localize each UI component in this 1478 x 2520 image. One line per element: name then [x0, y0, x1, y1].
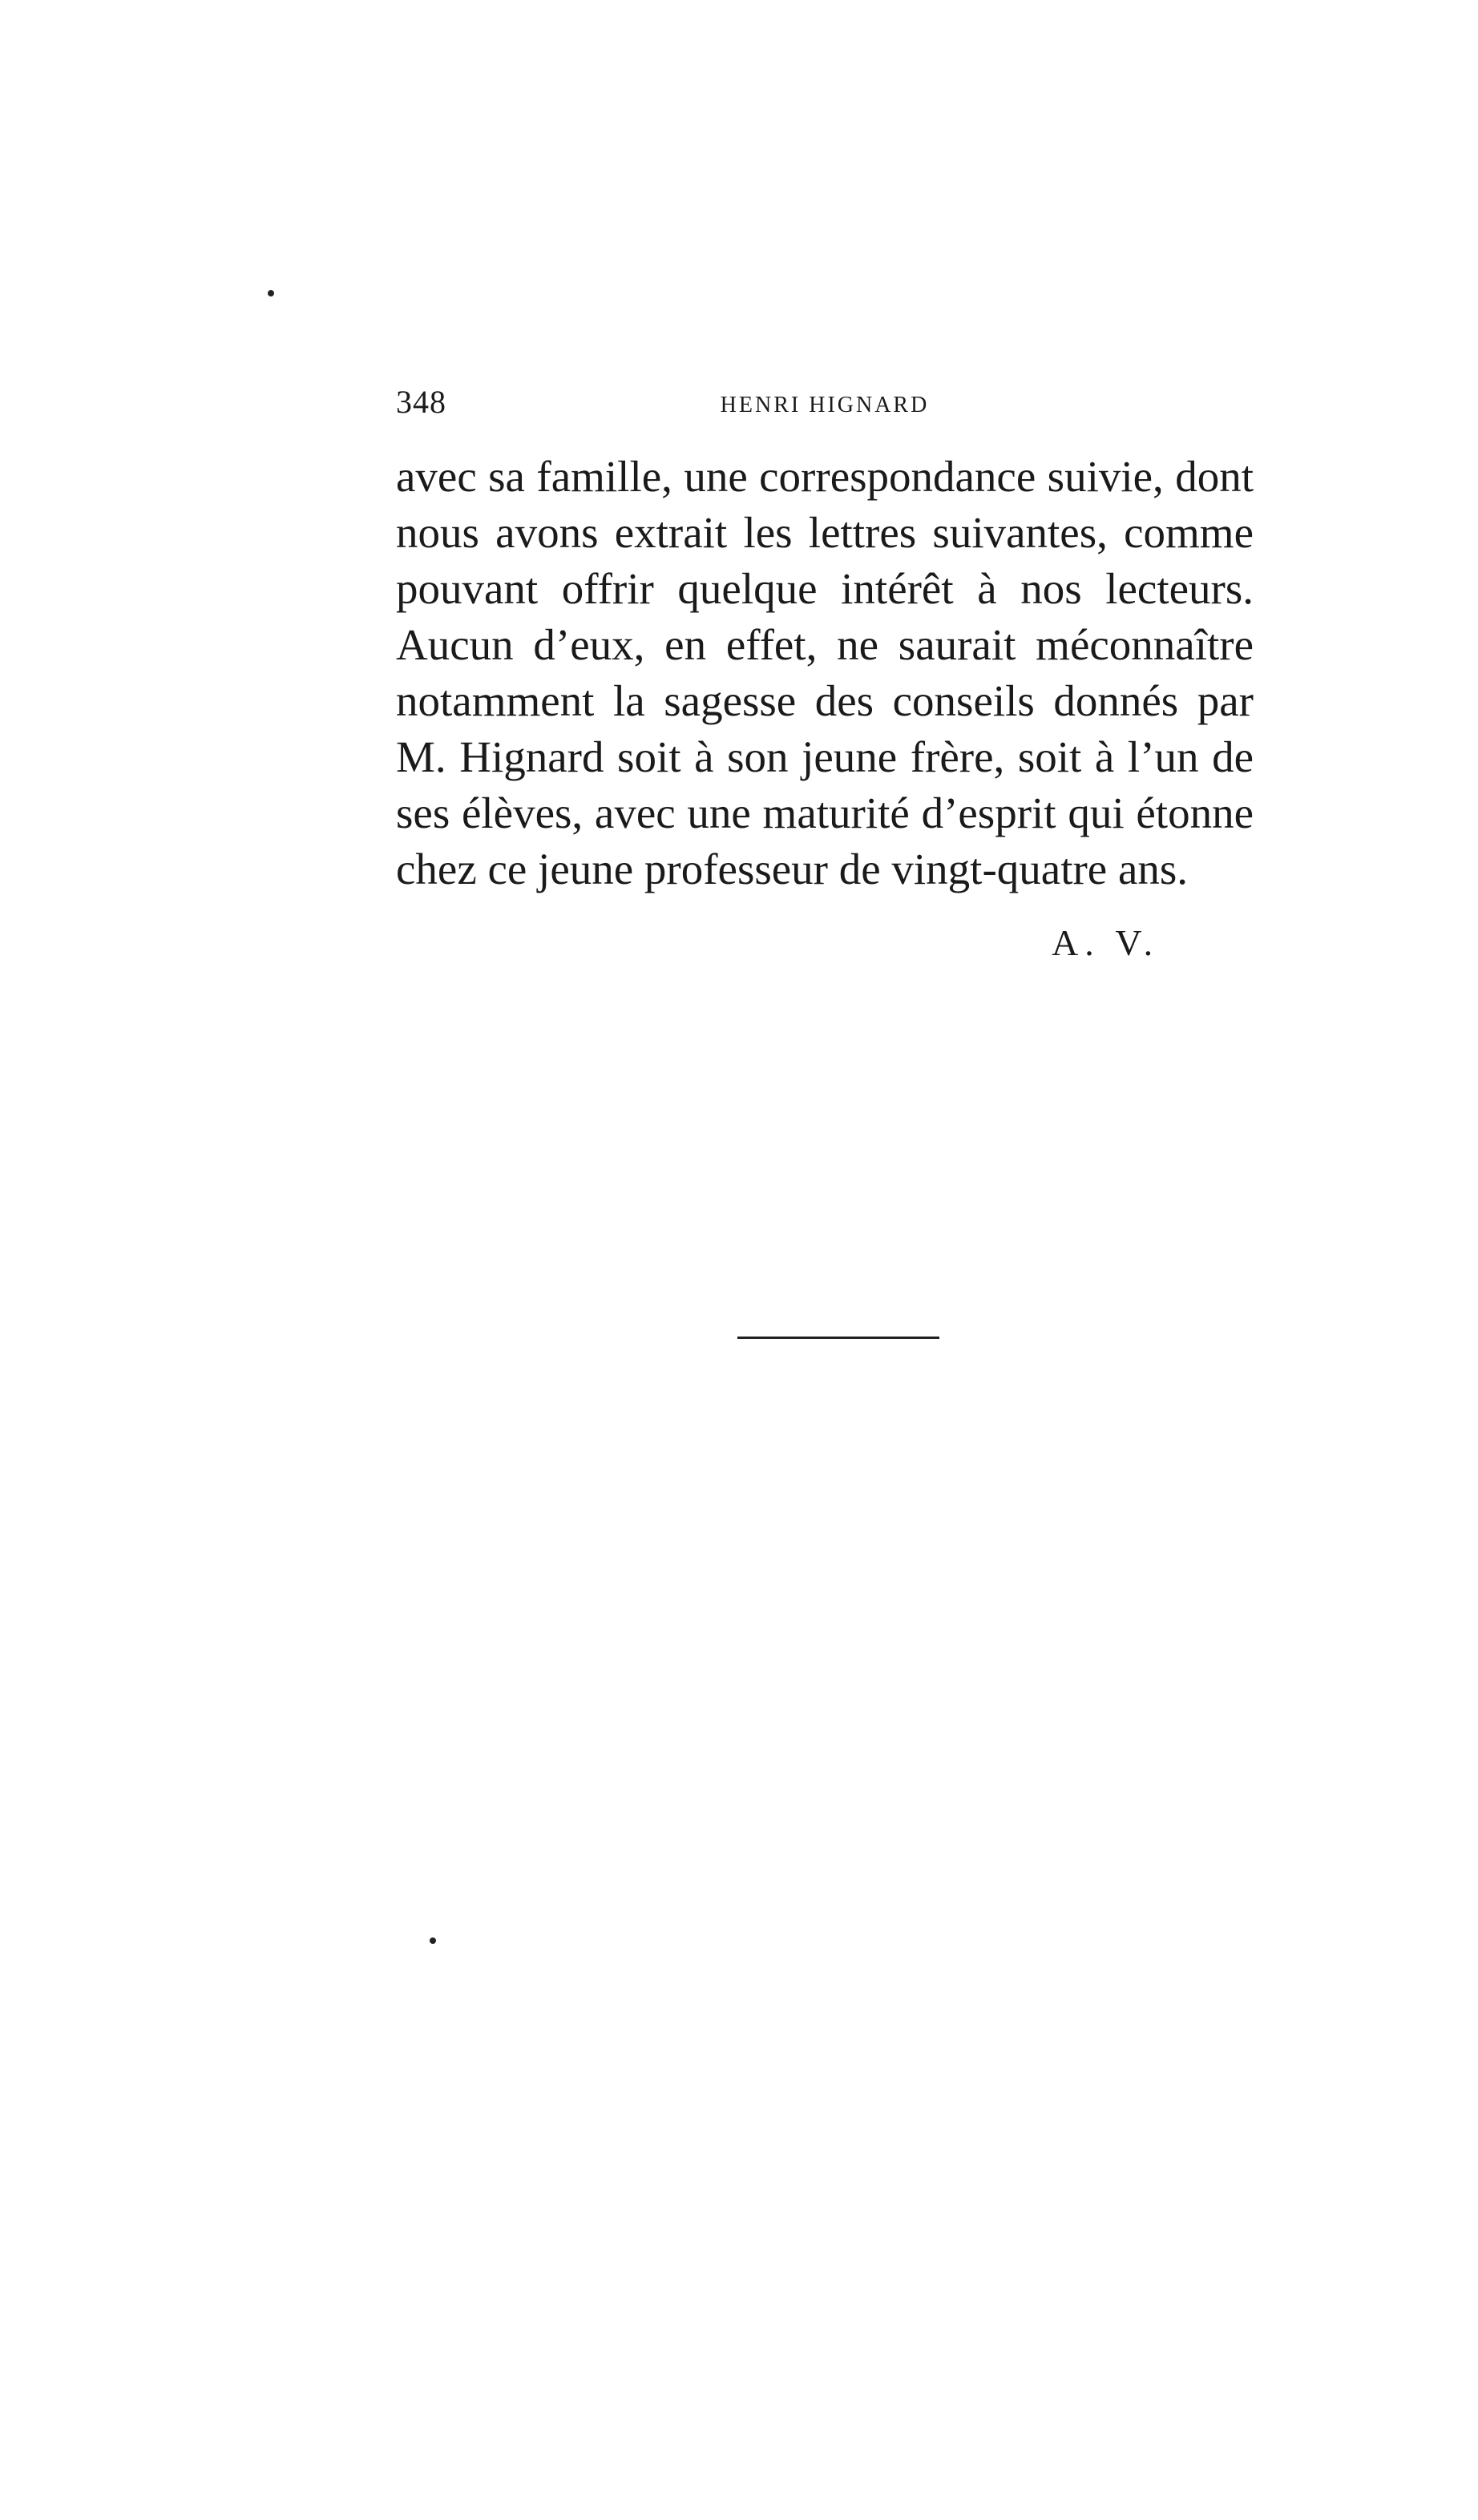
text-line: M. Hignard soit à son jeune frère, soit à l’un de: [396, 732, 1254, 781]
section-divider-rule: [737, 1337, 939, 1339]
page-number: 348: [396, 384, 446, 420]
text-line: Aucun d’eux, en effet, ne saurait méconnaître: [396, 620, 1254, 669]
signature-initials: A. V.: [1052, 922, 1160, 963]
text-line: pouvant offrir quelque intérêt à nos lecteurs.: [396, 564, 1254, 613]
text-line: nous avons extrait les lettres suivantes, comme: [396, 508, 1254, 557]
text-line: avec sa famille, une correspondance suivie, dont: [396, 452, 1254, 501]
body-paragraph: [396, 449, 1254, 897]
text-line: chez ce jeune professeur de vingt-quatre ans.: [396, 845, 1189, 893]
text-line: ses élèves, avec une maturité d’esprit qui étonne: [396, 788, 1254, 837]
running-title: HENRI HIGNARD: [720, 393, 930, 417]
text-line: notamment la sagesse des conseils donnés par: [396, 676, 1254, 725]
running-head: [396, 383, 1254, 431]
ink-speck: [430, 1937, 436, 1944]
ink-speck: [268, 290, 274, 296]
